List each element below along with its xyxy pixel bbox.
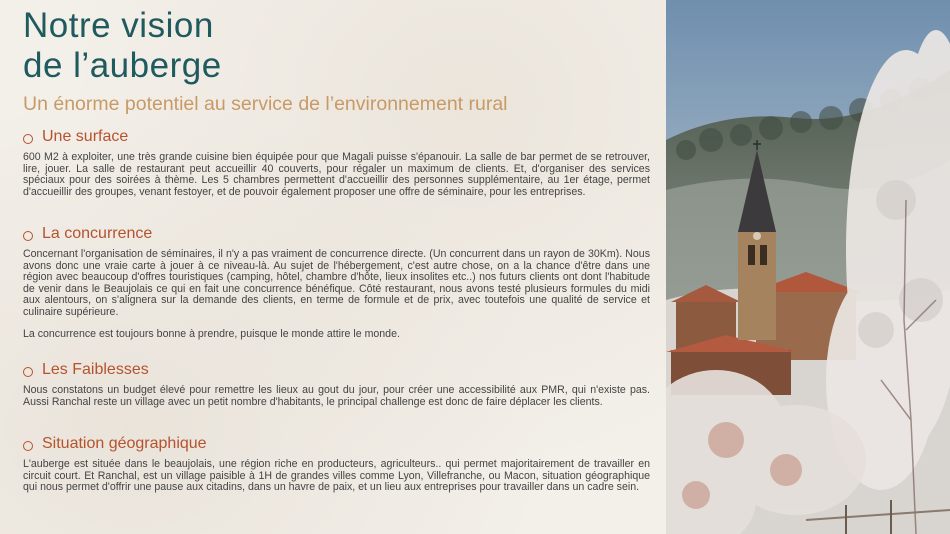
circle-bullet-icon xyxy=(23,441,33,451)
circle-bullet-icon xyxy=(23,367,33,377)
section-concurrence xyxy=(23,224,650,340)
page-title xyxy=(23,6,222,86)
section-heading xyxy=(23,434,650,454)
section-title: Situation géographique xyxy=(42,435,207,452)
section-paragraph: La concurrence est toujours bonne à prendre, puisque le monde attire le monde. xyxy=(23,327,400,340)
section-heading xyxy=(23,127,650,147)
section-title: Les Faiblesses xyxy=(42,361,149,378)
church-village-illustration xyxy=(666,0,950,534)
section-paragraph: 600 M2 à exploiter, une très grande cuisine bien équipée pour que Magali puisse s'épanouir. La salle de bar permet de se retrouver, lire, jouer. La salle de restaurant peut accueillir 40 couverts, pour régaler un maximum de clients. Et, d'organiser des services spéciaux pour des soirées à thème. Les 5 chambres permettent d'accueillir des personnes supplémentaire, au 1er étage, permet d'accueillir des groupes, venant festoyer, et de pouvoir également proposer une offre de séminaire, pour les entreprises. xyxy=(23,151,650,198)
circle-bullet-icon xyxy=(23,134,33,144)
section-paragraph: Nous constatons un budget élevé pour remettre les lieux au gout du jour, pour créer une accessibilité aux PMR, qui n'existe pas. Aussi Ranchal reste un village avec un petit nombre d'habitants, le principal challenge est donc de faire déplacer les clients. xyxy=(23,384,650,408)
winter-village-photo xyxy=(666,0,950,534)
section-faiblesses xyxy=(23,360,650,408)
section-heading xyxy=(23,360,650,380)
title-line-1: Notre vision xyxy=(23,6,214,45)
section-title: La concurrence xyxy=(42,225,153,242)
page-subtitle: Un énorme potentiel au service de l’environnement rural xyxy=(23,93,508,115)
title-line-2: de l’auberge xyxy=(23,46,222,85)
section-situation xyxy=(23,434,650,494)
section-paragraph: L'auberge est située dans le beaujolais, une région riche en producteurs, agriculteurs.. qui permet majoritairement de travailler en circuit court. Et Ranchal, est un village paisible à 1H de grandes villes comme Lyon, Villefranche, ou Macon, situation géographique qui nous permet d'offrir une pause aux citadins, dans un havre de paix, et un lieu aux entreprises pour travailler dans un cadre sein. xyxy=(23,458,650,494)
section-title: Une surface xyxy=(42,128,129,145)
section-paragraph: Concernant l'organisation de séminaires, il n'y a pas vraiment de concurrence directe. (Un concurrent dans un rayon de 30Km). Nous avons donc une vraie carte à jouer à ce niveau-là. Au sujet de l'hébergement, c'est autre chose, on a la chance d'être dans une région avec beaucoup d'offres touristiques (camping, hôtel, chambre d'hôte, lieux insolites etc..) nos futurs clients ont dont l'habitude de venir dans le Beaujolais ce qui en fait une concurrence bénéfique. Côté restaurant, nous avons testé plusieurs formules du midi aux alentours, on s'alignera sur la demande des clients, en terme de formule et de prix, avec toutefois une qualité de service et culinaire supérieure. xyxy=(23,248,650,318)
section-heading xyxy=(23,224,650,244)
circle-bullet-icon xyxy=(23,231,33,241)
section-surface xyxy=(23,127,650,198)
